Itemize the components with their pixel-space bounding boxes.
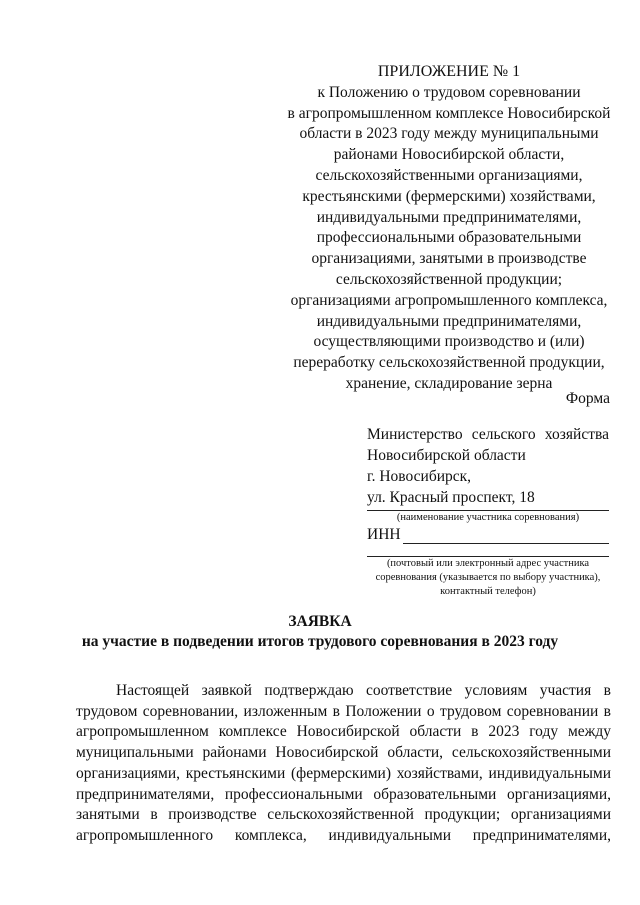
document-title: ЗАЯВКА: [288, 613, 352, 630]
document-subtitle: на участие в подведении итогов трудового соревнования в 2023 году: [81, 633, 559, 650]
inn-label: ИНН: [367, 526, 401, 543]
contact-caption-line: соревнования (указывается по выбору участника),: [375, 572, 601, 583]
appendix-line: хранение, складирование зерна: [345, 374, 553, 392]
appendix-line: осуществляющими производство и (или): [313, 333, 585, 351]
body-paragraph: Настоящей заявкой подтверждаю соответствие условиям участия в трудовом соревновании, изложенным в Положении о трудовом соревновании в агропромышленном комплексе Новосибирской области в 2023 году между муниципальными районами Новосибирской области, сельскохозяйственными организациями, крестьянскими (фермерскими) хозяйствами, индивидуальными предпринимателями, профессиональными образовательными организациями, занятыми в производстве сельскохозяйственной продукции; организациями агропромышленного комплекса, индивидуальными предпринимателями,: [76, 682, 611, 844]
appendix-line: в агропромышленном комплексе Новосибирской: [287, 104, 611, 122]
participant-name-caption: (наименование участника соревнования): [396, 512, 580, 523]
addressee-line: ул. Красный проспект, 18: [367, 489, 535, 506]
appendix-line: сельскохозяйственной продукции;: [335, 270, 563, 288]
appendix-line: организациями, занятыми в производстве: [311, 250, 587, 268]
appendix-title: ПРИЛОЖЕНИЕ № 1: [377, 63, 521, 80]
appendix-line: районами Новосибирской области,: [333, 146, 565, 164]
appendix-line: индивидуальными предпринимателями,: [316, 208, 582, 226]
inn-field[interactable]: [403, 528, 609, 544]
appendix-line: переработку сельскохозяйственной продукции,: [293, 354, 605, 372]
appendix-line: крестьянскими (фермерскими) хозяйствами,: [302, 187, 596, 205]
contact-caption-line: (почтовый или электронный адрес участника: [386, 558, 590, 569]
addressee-block: [367, 424, 609, 508]
appendix-line: сельскохозяйственными организациями,: [315, 166, 583, 184]
appendix-line: индивидуальными предпринимателями,: [316, 312, 582, 330]
addressee-line: г. Новосибирск,: [367, 468, 472, 485]
appendix-line: организациями агропромышленного комплекса,: [290, 291, 608, 309]
inn-row: [367, 526, 609, 544]
addressee-line: Новосибирской области: [367, 447, 526, 464]
addressee-line: Министерство сельского хозяйства: [367, 426, 609, 443]
contact-caption: [362, 557, 614, 599]
appendix-line: области в 2023 году между муниципальными: [299, 125, 599, 143]
appendix-line: профессиональными образовательными: [316, 229, 582, 247]
form-label: Форма: [565, 390, 610, 407]
appendix-header: [276, 62, 622, 395]
appendix-line: к Положению о трудовом соревновании: [317, 83, 581, 101]
contact-caption-line: контактный телефон): [440, 586, 536, 597]
